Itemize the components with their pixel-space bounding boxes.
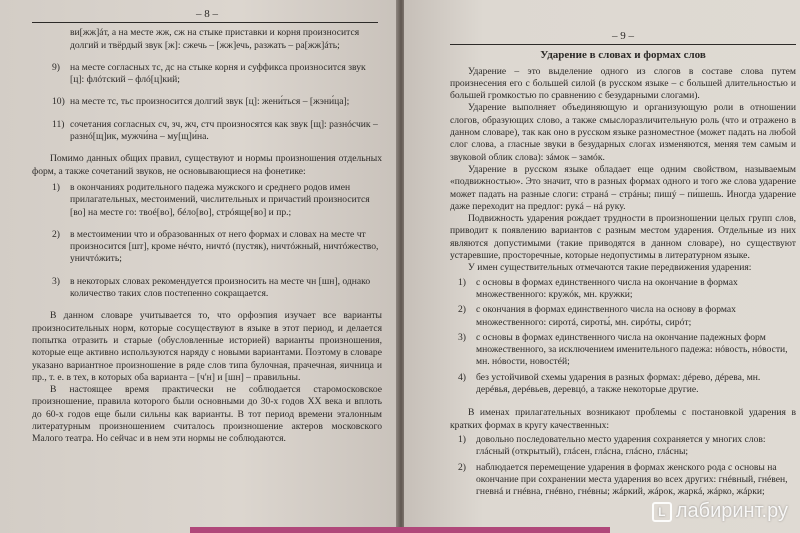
list-item-text: с основы в формах единственного числа на окончание падежных форм множественного, за исключением именительного падежа: нóвость, нóвости, мн. нóвости, новостéй;: [476, 331, 788, 368]
adjective-stress-list: [458, 434, 796, 498]
right-page: [404, 0, 800, 533]
list-item-text: ви[жж]áт, а на месте жж, сж на стыке приставки и корня произносится долгий и твёрдый звук [ж]: сжечь – [жж]ечь, разжать – ра[жж]áть;: [70, 27, 360, 51]
header-rule-right: [450, 44, 796, 45]
list-item-text: на месте тс, тьс произносится долгий звук [ц]: жени́ться – [жэни́ца];: [70, 96, 350, 108]
list-item-number: 1): [458, 276, 466, 288]
list-item-text: в окончаниях родительного падежа мужского и среднего родов имен прилагательных, местоимений, числительных и причастий произносится [во] на месте го: твоé[во], бéло[во], стрóяще[во] и пр.;: [70, 181, 370, 218]
list-item: [458, 372, 796, 397]
list-item: [458, 434, 796, 459]
list-item-text: в местоимении что и образованных от него формах и словах на месте чт произносится [шт], кроме нéчто, ничтó (пустяк), ничтóжный, ничтóжество, уничтóжить;: [70, 228, 379, 265]
list-item-number: 1): [458, 433, 466, 445]
paragraph: Ударение – это выделение одного из слогов в составе слова путем произнесения его с большей силой (в русском языке – с большей длительностью и большей громкостью по сравнению с безударными слогами).: [450, 65, 796, 102]
page-number-right: – 9 –: [612, 30, 634, 42]
current-usage-paragraph: В настоящее время практически не соблюдается старомосковское произношение, правила которого были основными до 30-х годов XX века и вплоть до 60-х годов еще были сильны как варианты. В тот период времени эталонным литературным произношением считалось произношение актеров московского Малого театра. Но сейчас и в нем эти нормы не соблюдаются.: [32, 384, 382, 445]
page-number-left: – 8 –: [196, 8, 218, 20]
list-item-number: 10): [52, 96, 65, 108]
list-item: [458, 332, 796, 369]
list-item-number: 9): [52, 61, 60, 73]
list-item: [52, 96, 382, 108]
adjective-paragraph: В именах прилагательных возникают проблемы с постановкой ударения в кратких формах в кругу качественных:: [450, 407, 796, 431]
paragraph: Ударение в русском языке обладает еще одним свойством, называемым «подвижностью». Это значит, что в разных формах одного и того же слова ударение может падать на разные слоги: странá – стрáны; пишý – пи́шешь. Иногда ударение даже переходит на предлог: рукá – нá руку.: [450, 163, 796, 212]
list-item-text: наблюдается перемещение ударения в формах женского рода с основы на окончание при сохранении места ударения во всех других: гнéвный, гнéвен, гневнá и гнéвна, гнéвно, гнéвны; жáркий, жáрок, жаркá, жáрко, жáрки;: [476, 461, 788, 498]
list-item-text: без устойчивой схемы ударения в разных формах: дéрево, дéрева, мн. дерéвья, дерéвьев, деревцó, а также некоторые другие.: [476, 371, 761, 396]
list-item-number: [52, 27, 70, 52]
list-item: [52, 182, 382, 219]
list-item: [52, 276, 382, 301]
noun-stress-list: [458, 277, 796, 397]
intro-paragraph: Помимо данных общих правил, существуют и нормы произношения отдельных форм, а также сочетаний звуков, не основывающиеся на фонетике:: [32, 153, 382, 177]
list-item: [52, 229, 382, 266]
list-item-number: 2): [52, 228, 60, 240]
watermark-text: лабиринт.ру: [675, 500, 788, 522]
labirint-logo-icon: L: [652, 502, 672, 522]
list-item-number: 2): [458, 304, 466, 316]
list-item-number: 11): [52, 118, 65, 130]
list-item-text: с окончания в формах единственного числа на основу в формах множественного: сиротá, сироты́, мн. сирóты, сирóт;: [476, 304, 736, 328]
list-item-text: в некоторых словах рекомендуется произносить на месте чн [шн], однако количество таких слов постепенно сокращается.: [70, 275, 371, 300]
continued-rules-list: [52, 27, 382, 143]
section-title: Ударение в словах и формах слов: [540, 49, 706, 62]
paragraph: Ударение выполняет объединяющую и организующую роли в отношении слогов, образующих слово, а также смыслоразличительную роль (что и отражено в данном словаре), так как оно в русском языке разноместное (может падать на любой слог слова, а гласные звуки в безударных слогах изменяются, меняя тем самым и звуковой облик слова): зáмок – замóк.: [450, 102, 796, 163]
list-item-text: с основы в формах единственного числа на окончание в формах множественного: кружóк, мн. кружки́;: [476, 276, 738, 300]
list-item: [458, 277, 796, 302]
list-item: [52, 27, 382, 52]
dictionary-paragraph: В данном словаре учитывается то, что орфоэпия изучает все варианты произносительных норм, которые сосуществуют в языке в этот период, и делается попытка отразить и старые (обусловленные историей) варианты произношения, которые еще активно используются наряду с новыми вариантами. Поэтому в словаре указано вариантное произношение в ряде слов типа булочная, прачечная, яичница и пр., т. е. в тех, в которых оба варианта – [ч'н] и [шн] – правильны.: [32, 310, 382, 383]
list-item: [458, 462, 796, 499]
list-item-number: 1): [52, 181, 60, 193]
list-item-number: 2): [458, 461, 466, 473]
list-item-number: 3): [52, 275, 60, 287]
paragraph: У имен существительных отмечаются такие передвижения ударения:: [468, 262, 752, 274]
paragraph: Подвижность ударения рождает трудности в произношении целых групп слов, приводит к появлению вариантов с разным местом ударения. Отдельные из них являются допустимыми (такие приводятся в данном словаре), но существуют устаревшие, просторечные, которые недопустимы в литературном языке.: [450, 213, 796, 262]
list-item-text: сочетания согласных сч, зч, жч, стч произносятся как звук [щ]: разнóсчик – разнó[щ]ик, мужчи́на – му[щ]и́на.: [70, 118, 378, 143]
list-item-text: на месте согласных тс, дс на стыке корня и суффикса произносится звук [ц]: флóтский – флó[ц]кий;: [70, 61, 366, 86]
book-cover-edge: [190, 527, 610, 533]
list-item: [52, 62, 382, 87]
list-item: [52, 119, 382, 144]
list-item-number: 4): [458, 371, 466, 383]
list-item-text: довольно последовательно место ударения сохраняется у многих слов: глáсный (открытый), глáсен, глáсна, глáсно, глáсны;: [476, 433, 766, 458]
list-item-number: 3): [458, 331, 466, 343]
header-rule-left: [32, 22, 378, 23]
list-item: [458, 304, 796, 329]
watermark: [652, 500, 788, 523]
special-rules-list: [52, 182, 382, 300]
spacer: [450, 399, 796, 407]
